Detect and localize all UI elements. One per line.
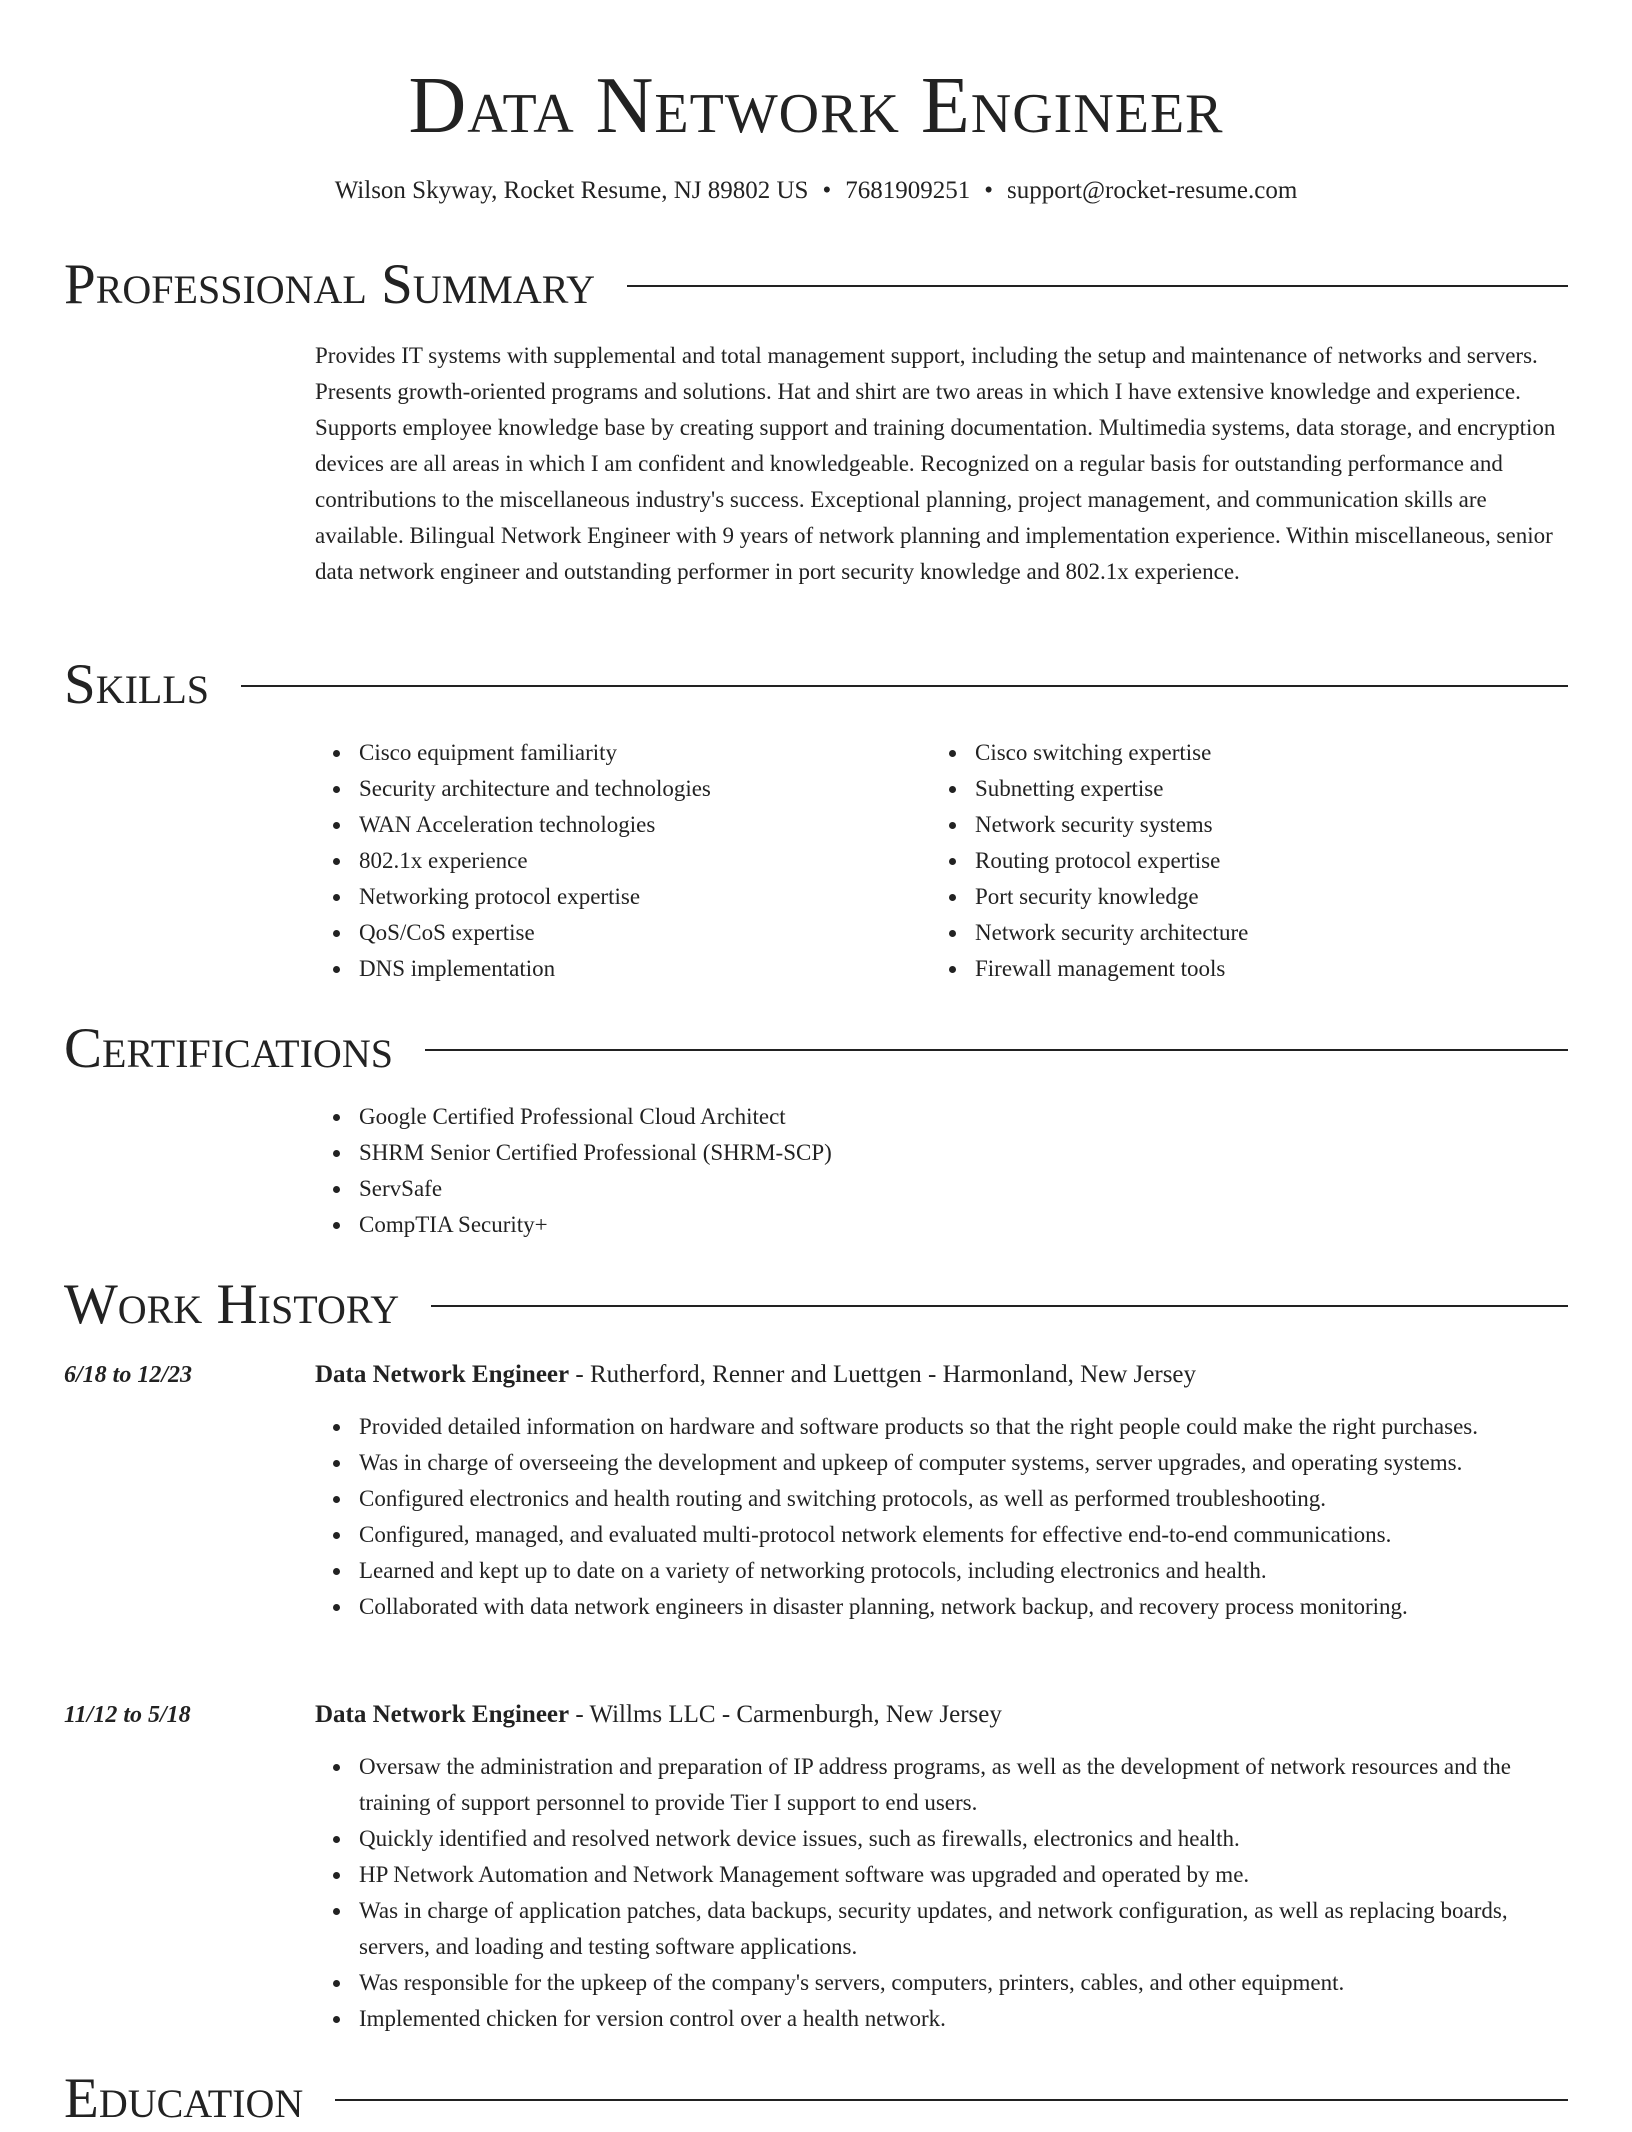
skill-item: 802.1x experience (359, 843, 915, 879)
resume-title: Data Network Engineer (408, 62, 1224, 150)
responsibility-item: Oversaw the administration and preparation of IP address programs, as well as the development of network resources and the training of support personnel to provide Tier I support to end users. (359, 1749, 1575, 1821)
certification-item: Google Certified Professional Cloud Architect (359, 1099, 832, 1135)
responsibility-item: Quickly identified and resolved network device issues, such as firewalls, electronics and health. (359, 1821, 1575, 1857)
skill-item: Network security systems (975, 807, 1531, 843)
certification-item: ServSafe (359, 1171, 832, 1207)
certification-item: CompTIA Security+ (359, 1207, 832, 1243)
address: Wilson Skyway, Rocket Resume, NJ 89802 US (334, 177, 809, 204)
skill-item: Network security architecture (975, 915, 1531, 951)
contact-line (0, 174, 1632, 208)
section-divider (425, 1049, 1568, 1051)
certifications-list (315, 1099, 832, 1243)
phone: 7681909251 (845, 177, 971, 204)
skill-item: Cisco equipment familiarity (359, 735, 915, 771)
section-divider (241, 685, 1568, 687)
job-employer-location: - Willms LLC - Carmenburgh, New Jersey (569, 1701, 1002, 1728)
section-header-education (64, 2066, 1568, 2132)
section-title-education: Education (64, 2067, 304, 2130)
job-role: Data Network Engineer (315, 1701, 570, 1728)
skill-item: Security architecture and technologies (359, 771, 915, 807)
job-dates: 6/18 to 12/23 (64, 1362, 193, 1388)
skill-item: Networking protocol expertise (359, 879, 915, 915)
section-header-skills (64, 652, 1568, 718)
job-employer-location: - Rutherford, Renner and Luettgen - Harmonland, New Jersey (569, 1361, 1197, 1388)
responsibility-item: Learned and kept up to date on a variety of networking protocols, including electronics and health. (359, 1553, 1575, 1589)
section-header-certifications (64, 1016, 1568, 1082)
section-title-summary: Professional Summary (64, 253, 596, 316)
contact-separator: • (822, 177, 832, 204)
skill-item: Subnetting expertise (975, 771, 1531, 807)
summary-text: Provides IT systems with supplemental and total management support, including the setup and maintenance of networks and servers. Presents growth-oriented programs and solutions. Hat and shirt are two areas in which I have extensive knowledge and experience. Supports employee knowledge base by creating support and training documentation. Multimedia systems, data storage, and encryption devices are all areas in which I am confident and knowledgeable. Recognized on a regular basis for outstanding performance and contributions to the miscellaneous industry's success. Exceptional planning, project management, and communication skills are available. Bilingual Network Engineer with 9 years of network planning and implementation experience. Within miscellaneous, senior data network engineer and outstanding performer in port security knowledge and 802.1x experience. (315, 343, 1556, 584)
job-responsibilities (315, 1409, 1575, 1625)
skill-item: Firewall management tools (975, 951, 1531, 987)
section-divider (431, 1305, 1568, 1307)
skill-item: Cisco switching expertise (975, 735, 1531, 771)
job-role: Data Network Engineer (315, 1361, 570, 1388)
responsibility-item: Provided detailed information on hardware and software products so that the right people could make the right purchases. (359, 1409, 1575, 1445)
skill-item: Port security knowledge (975, 879, 1531, 915)
certification-item: SHRM Senior Certified Professional (SHRM-SCP) (359, 1135, 832, 1171)
job-responsibilities (315, 1749, 1575, 2037)
section-header-summary (64, 252, 1568, 318)
section-divider (335, 2099, 1568, 2101)
skill-item: Routing protocol expertise (975, 843, 1531, 879)
job-title-line (315, 1357, 1196, 1393)
skills-column-right (931, 735, 1531, 987)
section-header-work-history (64, 1272, 1568, 1338)
responsibility-item: Collaborated with data network engineers in disaster planning, network backup, and recovery process monitoring. (359, 1589, 1575, 1625)
section-title-work-history: Work History (64, 1273, 400, 1336)
section-title-certifications: Certifications (64, 1017, 393, 1080)
section-title-skills: Skills (64, 653, 210, 716)
responsibility-item: Was responsible for the upkeep of the company's servers, computers, printers, cables, and other equipment. (359, 1965, 1575, 2001)
job-dates: 11/12 to 5/18 (64, 1702, 191, 1728)
responsibility-item: Configured electronics and health routing and switching protocols, as well as performed troubleshooting. (359, 1481, 1575, 1517)
responsibility-item: Implemented chicken for version control over a health network. (359, 2001, 1575, 2037)
skill-item: WAN Acceleration technologies (359, 807, 915, 843)
email: support@rocket-resume.com (1006, 177, 1298, 204)
responsibility-item: HP Network Automation and Network Management software was upgraded and operated by me. (359, 1857, 1575, 1893)
responsibility-item: Configured, managed, and evaluated multi-protocol network elements for effective end-to-end communications. (359, 1517, 1575, 1553)
contact-separator: • (984, 177, 993, 204)
section-divider (627, 285, 1568, 287)
skills-column-left (315, 735, 915, 987)
skill-item: DNS implementation (359, 951, 915, 987)
responsibility-item: Was in charge of overseeing the development and upkeep of computer systems, server upgrades, and operating systems. (359, 1445, 1575, 1481)
job-title-line (315, 1697, 1002, 1733)
responsibility-item: Was in charge of application patches, data backups, security updates, and network configuration, as well as replacing boards, servers, and loading and testing software applications. (359, 1893, 1575, 1965)
skill-item: QoS/CoS expertise (359, 915, 915, 951)
